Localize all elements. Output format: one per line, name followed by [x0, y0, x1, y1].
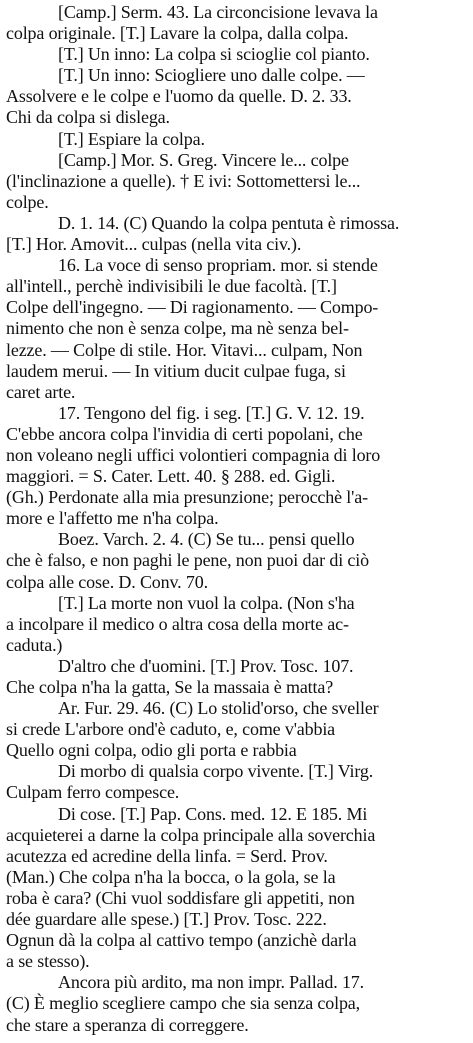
text-line: 17. Tengono del fig. i seg. [T.] G. V. 12. 19.	[58, 402, 365, 423]
text-line: che è falso, e non paghi le pene, non puoi dar di ciò	[6, 550, 369, 571]
text-line: nimento che non è senza colpe, ma nè senza bel-	[6, 318, 349, 339]
text-line: Di morbo di qualsia corpo vivente. [T.] Virg.	[58, 761, 374, 782]
text-line: D. 1. 14. (C) Quando la colpa pentuta è rimossa.	[58, 212, 400, 233]
text-line: D'altro che d'uomini. [T.] Prov. Tosc. 107.	[58, 655, 354, 676]
text-line: Chi da colpa si dislega.	[6, 107, 170, 128]
text-line: Di cose. [T.] Pap. Cons. med. 12. E 185. Mi	[58, 803, 368, 824]
text-line: more e l'affetto me n'ha colpa.	[6, 508, 219, 529]
text-line: dée guardare alle spese.) [T.] Prov. Tosc. 222.	[6, 909, 327, 930]
text-line: laudem merui. — In vitium ducit culpae fuga, si	[6, 360, 346, 381]
text-line: [T.] La morte non vuol la colpa. (Non s'ha	[58, 592, 355, 613]
text-line: [T.] Un inno: Sciogliere uno dalle colpe. —	[58, 65, 365, 86]
text-line: a incolpare il medico o altra cosa della morte ac-	[6, 613, 349, 634]
text-line: (C) È meglio scegliere campo che sia senza colpa,	[6, 993, 360, 1014]
text-line: a se stesso).	[6, 951, 90, 972]
text-line: acutezza ed acredine della linfa. = Serd. Prov.	[6, 845, 328, 866]
text-line: Ar. Fur. 29. 46. (C) Lo stolid'orso, che sveller	[58, 698, 379, 719]
text-line: lezze. — Colpe di stile. Hor. Vitavi... culpam, Non	[6, 339, 363, 360]
text-line: 16. La voce di senso propriam. mor. si stende	[58, 255, 378, 276]
text-line: [Camp.] Mor. S. Greg. Vincere le... colpe	[58, 149, 349, 170]
text-line: roba è cara? (Chi vuol soddisfare gli appetiti, non	[6, 887, 355, 908]
text-line: Che colpa n'ha la gatta, Se la massaia è matta?	[6, 677, 334, 697]
text-line: [T.] Hor. Amovit... culpas (nella vita civ.).	[6, 234, 302, 255]
text-line: colpe.	[6, 191, 49, 212]
text-line: Culpam ferro compesce.	[6, 782, 180, 803]
text-line: colpa originale. [T.] Lavare la colpa, dalla colpa.	[6, 23, 349, 44]
text-line: maggiori. = S. Cater. Lett. 40. § 288. ed. Gigli.	[6, 466, 336, 487]
text-line: [T.] Un inno: La colpa si scioglie col pianto.	[58, 44, 370, 65]
text-line: C'ebbe ancora colpa l'invidia di certi popolani, che	[6, 423, 363, 444]
text-line: caduta.)	[6, 634, 63, 655]
text-line: Assolvere e le colpe e l'uomo da quelle. D. 2. 33.	[6, 86, 352, 107]
text-line: Boez. Varch. 2. 4. (C) Se tu... pensi quello	[58, 529, 355, 550]
text-line: si crede L'arbore ond'è caduto, e, come v'abbia	[6, 719, 336, 740]
text-line: [T.] Espiare la colpa.	[58, 128, 205, 149]
text-line: acquieterei a darne la colpa principale alla soverchia	[6, 824, 376, 845]
text-line: colpa alle cose. D. Conv. 70.	[6, 571, 208, 592]
text-line: Ognun dà la colpa al cattivo tempo (anzichè darla	[6, 930, 357, 951]
text-line: [Camp.] Serm. 43. La circoncisione levava la	[58, 2, 378, 22]
text-line: (Man.) Che colpa n'ha la bocca, o la gola, se la	[6, 866, 336, 887]
text-line: (Gh.) Perdonate alla mia presunzione; perocchè l'a-	[6, 487, 368, 508]
text-line: Quello ogni colpa, odio gli porta e rabbia	[6, 740, 297, 761]
text-line: all'intell., perchè indivisibili le due facoltà. [T.]	[6, 276, 337, 297]
text-line: Ancora più ardito, ma non impr. Pallad. 17.	[58, 972, 364, 993]
text-line: Colpe dell'ingegno. — Di ragionamento. — Compo-	[6, 297, 379, 318]
text-line: non voleano negli uffici volontieri compagnia di loro	[6, 444, 381, 465]
text-line: che stare a speranza di correggere.	[6, 1014, 249, 1035]
text-line: caret arte.	[6, 381, 76, 402]
text-line: (l'inclinazione a quelle). † E ivi: Sottomettersi le...	[6, 170, 361, 191]
